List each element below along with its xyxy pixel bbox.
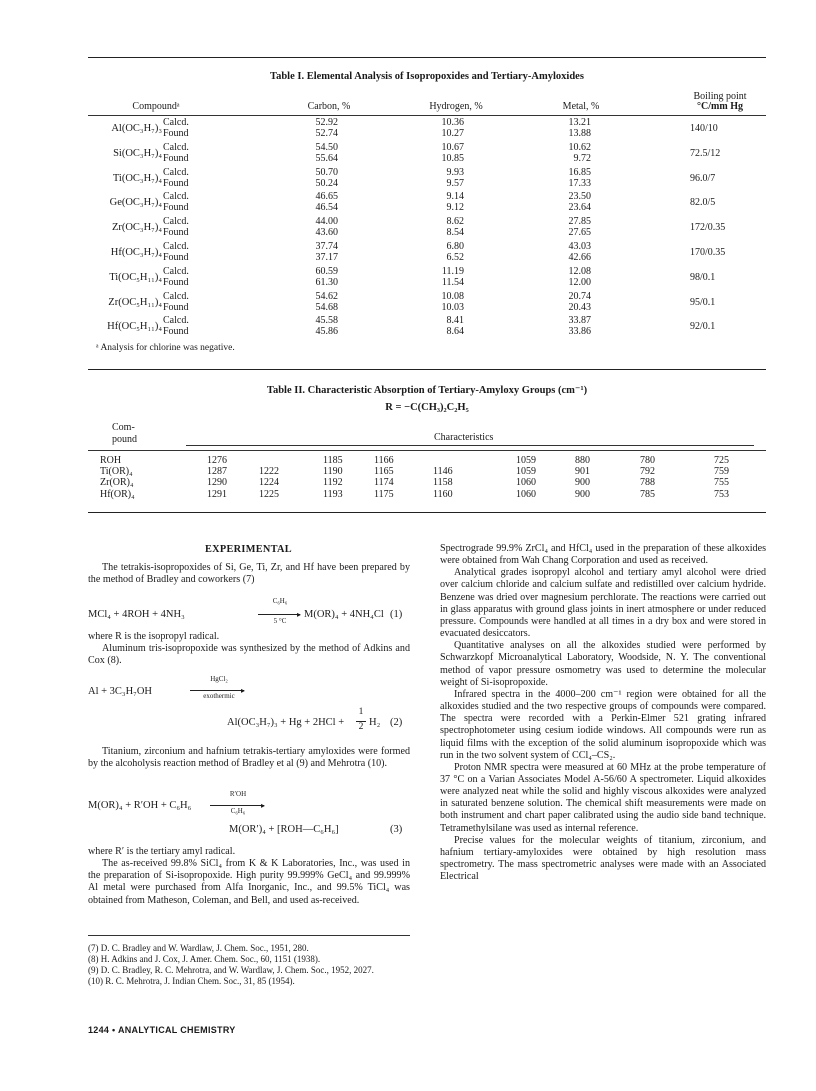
table1-metal-calcd: 16.85 bbox=[568, 166, 591, 178]
table1-boiling-point: 82.0/5 bbox=[690, 197, 716, 209]
table1-metal-calcd: 33.87 bbox=[568, 315, 591, 327]
table1-hydrogen-calcd: 10.08 bbox=[441, 290, 464, 302]
table1-head-bp1: Boiling point bbox=[693, 91, 747, 102]
table1-found-label: Found bbox=[163, 326, 189, 338]
table2-value: 1165 bbox=[374, 466, 394, 478]
table1-hydrogen-calcd: 11.19 bbox=[441, 265, 464, 277]
table2-value: 1287 bbox=[207, 466, 227, 478]
table1-carbon-calcd: 54.50 bbox=[315, 141, 338, 153]
table1-found-label: Found bbox=[163, 202, 189, 214]
table1-compound: Ge(OC₃H₇)₄ bbox=[109, 197, 162, 209]
table1-compound: Hf(OC₃H₇)₄ bbox=[110, 247, 162, 258]
table2-compound: Ti(OR)₄ bbox=[100, 466, 133, 478]
table1-carbon-calcd: 37.74 bbox=[315, 241, 338, 252]
table1-metal-calcd: 12.08 bbox=[568, 265, 591, 277]
table1-carbon-found: 61.30 bbox=[315, 276, 338, 288]
table1-found-label: Found bbox=[163, 252, 189, 263]
references bbox=[88, 943, 410, 987]
right-p5: Proton NMR spectra were measured at 60 MHz at the probe temperature of 37 °C on a Varian Associates Model A-56/60 A spectrometer. Liquid alkoxides were analyzed neat while the solid and highly viscous alkoxides were analyzed in saturated benzene solution. The chemical shift measurements were made on both instrument and chart paper calibrated using the audio side band technique. Tetramethylsilane was used as internal reference. bbox=[440, 761, 766, 834]
left-p1: The tetrakis-isopropoxides of Si, Ge, Ti, Zr, and Hf have been prepared by the method of Bradley and coworkers (7) bbox=[88, 562, 410, 586]
table1-hydrogen-calcd: 6.80 bbox=[446, 241, 464, 252]
table2-caption: Table II. Characteristic Absorption of Tertiary-Amyloxy Groups (cm⁻¹) bbox=[266, 385, 588, 396]
table1-carbon-found: 55.64 bbox=[315, 152, 338, 164]
table1-caption: Table I. Elemental Analysis of Isopropoxides and Tertiary-Amyloxides bbox=[270, 71, 584, 82]
table1-calcd-label: Calcd. bbox=[163, 166, 189, 178]
table1-hydrogen-found: 8.54 bbox=[446, 227, 464, 239]
mid-rule bbox=[88, 369, 766, 370]
table1-metal-calcd: 13.21 bbox=[568, 117, 591, 128]
experimental-heading: EXPERIMENTAL bbox=[205, 544, 292, 555]
equation-1-below: 5 °C bbox=[273, 617, 287, 625]
table1-calcd-label: Calcd. bbox=[163, 265, 189, 277]
table2-value: 780 bbox=[640, 455, 655, 466]
table2-value: 1060 bbox=[516, 477, 536, 489]
table1-hydrogen-calcd: 10.67 bbox=[441, 141, 464, 153]
table1-metal-found: 33.86 bbox=[568, 326, 591, 338]
left-para-1 bbox=[88, 562, 410, 586]
left-p6: The as-received 99.8% SiCl₄ from K & K Laboratories, Inc., was used in the preparation of Si-isopropoxide. High purity 99.999% GeCl₄ and 99.999% Al metal were purchased from Alfa Inorganic, Inc., and 99.5% TiCl₄ was obtained from Matheson, Coleman, and Bell, and used as-received. bbox=[88, 858, 410, 906]
table1-head-carbon: Carbon, % bbox=[307, 101, 351, 112]
table2-value: 755 bbox=[714, 477, 729, 489]
table2-value: 1059 bbox=[516, 466, 536, 478]
table2-value: 725 bbox=[714, 455, 729, 466]
table2-value: 753 bbox=[714, 488, 729, 500]
equation-2-frac-den: 2 bbox=[358, 722, 364, 732]
table1-head-compound: Compoundᵃ bbox=[132, 101, 180, 112]
top-rule bbox=[88, 57, 766, 58]
table1-compound: Ti(OC₅H₁₁)₄ bbox=[109, 271, 162, 283]
reference-8: (8) H. Adkins and J. Cox, J. Amer. Chem. Soc., 60, 1151 (1938). bbox=[88, 954, 321, 964]
table1-boiling-point: 72.5/12 bbox=[690, 147, 721, 159]
table1-compound: Zr(OC₅H₁₁)₄ bbox=[108, 296, 162, 308]
table2-value: 792 bbox=[640, 466, 655, 478]
table1-carbon-calcd: 50.70 bbox=[315, 166, 338, 178]
table1-head-bp2: °C/mm Hg bbox=[697, 101, 743, 112]
table1-hydrogen-found: 8.64 bbox=[446, 326, 464, 338]
table1-calcd-label: Calcd. bbox=[163, 290, 189, 302]
table2-head-rule bbox=[88, 450, 766, 451]
table1-boiling-point: 170/0.35 bbox=[690, 247, 726, 258]
equation-3-above: R′OH bbox=[229, 790, 247, 798]
table1-metal-found: 42.66 bbox=[568, 252, 591, 263]
table1-metal-found: 12.00 bbox=[568, 276, 591, 288]
table1-head-hydrogen: Hydrogen, % bbox=[429, 101, 483, 112]
references-rule bbox=[88, 935, 410, 936]
table1-hydrogen-found: 10.85 bbox=[441, 152, 464, 164]
table1-carbon-found: 43.60 bbox=[315, 227, 338, 239]
table2-compound: Hf(OR)₄ bbox=[100, 488, 135, 500]
arrowhead-icon: ▸ bbox=[297, 610, 302, 619]
table1-hydrogen-found: 9.57 bbox=[446, 177, 464, 189]
table2-value: 785 bbox=[640, 488, 655, 500]
table2-value: 1225 bbox=[259, 488, 279, 500]
table1-hydrogen-found: 6.52 bbox=[446, 252, 464, 263]
table1-found-label: Found bbox=[163, 177, 189, 189]
table1-metal-calcd: 23.50 bbox=[568, 191, 591, 203]
table1-calcd-label: Calcd. bbox=[163, 241, 189, 252]
table1-carbon-calcd: 52.92 bbox=[315, 117, 338, 128]
table1-boiling-point: 92/0.1 bbox=[690, 321, 716, 333]
right-p4: Infrared spectra in the 4000–200 cm⁻¹ region were obtained for all the alkoxides studied and the two respective groups of compounds were compared. The spectra were recorded with a Perkin-Elmer 521 grating infrared spectrophotometer using cesium iodide windows. All compounds were run as liquid films with the exception of the solid aluminum isopropoxide which was run in the two solvent system of CCl₄–CS₂. bbox=[440, 688, 766, 761]
table2-value: 1190 bbox=[323, 466, 343, 478]
table1-metal-calcd: 43.03 bbox=[568, 241, 591, 252]
table2-value: 1060 bbox=[516, 488, 536, 500]
table2-value: 1160 bbox=[433, 488, 453, 500]
equation-2-below: exothermic bbox=[203, 692, 235, 700]
equation-3-arrow bbox=[210, 805, 264, 806]
left-para-2 bbox=[88, 631, 410, 667]
table2-value: 1175 bbox=[374, 488, 394, 500]
table1-carbon-calcd: 54.62 bbox=[315, 290, 338, 302]
equation-2-frac-num: 1 bbox=[358, 707, 364, 717]
table2-value: 1059 bbox=[516, 455, 536, 466]
table1-hydrogen-found: 10.27 bbox=[441, 128, 464, 139]
equation-3-below: C₆H₆ bbox=[230, 807, 246, 815]
right-column bbox=[440, 543, 766, 883]
table1-metal-found: 9.72 bbox=[573, 152, 591, 164]
table1-calcd-label: Calcd. bbox=[163, 216, 189, 228]
table1-calcd-label: Calcd. bbox=[163, 141, 189, 153]
table2-value: 1192 bbox=[323, 477, 343, 489]
table1-boiling-point: 98/0.1 bbox=[690, 271, 716, 283]
table2-value: 1158 bbox=[433, 477, 453, 489]
left-p4: Titanium, zirconium and hafnium tetrakis-tertiary amyloxides were formed by the alcoholysis reaction method of Bradley et al (9) and Mehrotra (10). bbox=[88, 746, 410, 770]
table1-metal-calcd: 10.62 bbox=[568, 141, 591, 153]
table1-hydrogen-calcd: 8.41 bbox=[446, 315, 464, 327]
table1-metal-found: 23.64 bbox=[568, 202, 591, 214]
table1-boiling-point: 172/0.35 bbox=[690, 222, 726, 234]
equation-3-lhs: M(OR)₄ + R′OH + C₆H₆ bbox=[88, 800, 192, 811]
left-para-4 bbox=[88, 846, 410, 907]
arrowhead-icon: ▸ bbox=[261, 801, 266, 810]
right-p2: Analytical grades isopropyl alcohol and tertiary amyl alcohol were dried over calcium chloride and calcium sulfate and redistilled over calcium hydride. Benzene was dried over magnesium perchlorate. The reactions were carried out in glass apparatus with ground glass joints in inert atmosphere or under reduced pressure. Compounds were handled at all times in a dry box and were stored in evacuated desiccators. bbox=[440, 567, 766, 640]
table2-value: 1166 bbox=[374, 455, 394, 466]
left-p3: Aluminum tris-isopropoxide was synthesized by the method of Adkins and Cox (8). bbox=[88, 643, 410, 667]
table1-hydrogen-found: 9.12 bbox=[446, 202, 464, 214]
right-p1: Spectrograde 99.9% ZrCl₄ and HfCl₄ used in the preparation of these alkoxides were obtained from Wah Chang Corporation and used as received. bbox=[440, 543, 766, 567]
table1-hydrogen-calcd: 9.93 bbox=[446, 166, 464, 178]
table2-value: 1291 bbox=[207, 488, 227, 500]
table1-calcd-label: Calcd. bbox=[163, 117, 189, 128]
table1-carbon-found: 37.17 bbox=[315, 252, 338, 263]
table1-carbon-calcd: 45.58 bbox=[315, 315, 338, 327]
reference-9: (9) D. C. Bradley, R. C. Mehrotra, and W. Wardlaw, J. Chem. Soc., 1952, 2027. bbox=[88, 965, 374, 975]
equation-2-arrow bbox=[190, 690, 244, 691]
table1-head-metal: Metal, % bbox=[562, 101, 600, 112]
table2-head-characteristics: Characteristics bbox=[434, 432, 494, 443]
table2-value: 900 bbox=[575, 477, 590, 489]
page-footer: 1244 • ANALYTICAL CHEMISTRY bbox=[88, 1025, 236, 1035]
table1-compound: Hf(OC₅H₁₁)₄ bbox=[107, 321, 162, 333]
table2-value: 1290 bbox=[207, 477, 227, 489]
table1-hydrogen-calcd: 9.14 bbox=[446, 191, 464, 203]
table1-found-label: Found bbox=[163, 128, 189, 139]
table2-compound: ROH bbox=[100, 455, 122, 466]
equation-3-rhs: M(OR′)₄ + [ROH—C₆H₆] bbox=[229, 824, 339, 835]
table1-carbon-found: 50.24 bbox=[315, 177, 338, 189]
table1-metal-calcd: 27.85 bbox=[568, 216, 591, 228]
table2-head-compound-1: Com- bbox=[112, 422, 135, 433]
table1-carbon-calcd: 46.65 bbox=[315, 191, 338, 203]
table1-calcd-label: Calcd. bbox=[163, 315, 189, 327]
equation-1-above: C₆H₆ bbox=[272, 597, 288, 605]
table2-value: 1174 bbox=[374, 477, 394, 489]
equation-1-arrow bbox=[258, 614, 300, 615]
table2-value: 1185 bbox=[323, 455, 343, 466]
right-p6: Precise values for the molecular weights of titanium, zirconium, and hafnium tertiary-amyloxides were obtained by high resolution mass spectrometry. The mass spectrometric analyses were made with an Associated Electrical bbox=[440, 834, 766, 883]
reference-7: (7) D. C. Bradley and W. Wardlaw, J. Chem. Soc., 1951, 280. bbox=[88, 943, 309, 953]
table1-hydrogen-calcd: 10.36 bbox=[441, 117, 464, 128]
table2-value: 901 bbox=[575, 466, 590, 478]
table1-compound: Al(OC₃H₇)₃ bbox=[111, 123, 162, 134]
table1-carbon-calcd: 44.00 bbox=[315, 216, 338, 228]
table1-carbon-found: 52.74 bbox=[315, 128, 338, 139]
table1-compound: Si(OC₃H₇)₄ bbox=[113, 147, 162, 159]
table1-metal-found: 13.88 bbox=[568, 128, 591, 139]
table1-carbon-found: 45.86 bbox=[315, 326, 338, 338]
equation-2-lhs: Al + 3C₃H₇OH bbox=[88, 686, 152, 697]
equation-1-lhs: MCl₄ + 4ROH + 4NH₃ bbox=[88, 609, 185, 620]
table2-char-rule bbox=[186, 445, 754, 446]
table1-compound: Ti(OC₃H₇)₄ bbox=[112, 172, 162, 184]
equation-1-number: (1) bbox=[390, 609, 403, 620]
table1-found-label: Found bbox=[163, 152, 189, 164]
table1-calcd-label: Calcd. bbox=[163, 191, 189, 203]
left-p5: where R′ is the tertiary amyl radical. bbox=[88, 846, 236, 857]
table1-carbon-calcd: 60.59 bbox=[315, 265, 338, 277]
table2-head-compound-2: pound bbox=[112, 434, 137, 445]
table1-metal-found: 20.43 bbox=[568, 301, 591, 313]
table2-bottom-rule bbox=[88, 512, 766, 513]
table1-hydrogen-found: 11.54 bbox=[441, 276, 464, 288]
equation-2-tail: H₂ bbox=[369, 717, 381, 728]
table1-found-label: Found bbox=[163, 301, 189, 313]
table1-carbon-found: 46.54 bbox=[315, 202, 338, 214]
left-para-3 bbox=[88, 746, 410, 770]
table2-formula: R = −C(CH₃)₂C₂H₅ bbox=[385, 402, 469, 413]
table1-boiling-point: 140/10 bbox=[690, 123, 718, 134]
equation-3-number: (3) bbox=[390, 824, 403, 835]
table2-value: 1193 bbox=[323, 488, 343, 500]
table1-metal-found: 17.33 bbox=[568, 177, 591, 189]
table2-value: 788 bbox=[640, 477, 655, 489]
table1-metal-calcd: 20.74 bbox=[568, 290, 591, 302]
right-p3: Quantitative analyses on all the alkoxides studied were performed by Schwarzkopf Microanalytical Laboratory, Woodside, N. Y. The conventional method of vapor pressure osmometry was used to determine the molecular weight of Si-isopropoxide. bbox=[440, 640, 766, 688]
equation-2-rhs: Al(OC₃H₇)₃ + Hg + 2HCl + bbox=[227, 717, 345, 728]
reference-10: (10) R. C. Mehrotra, J. Indian Chem. Soc., 31, 85 (1954). bbox=[88, 976, 295, 986]
arrowhead-icon: ▸ bbox=[241, 686, 246, 695]
table2-value: 900 bbox=[575, 488, 590, 500]
table2-value: 1276 bbox=[207, 455, 227, 466]
table1-carbon-found: 54.68 bbox=[315, 301, 338, 313]
table2-value: 880 bbox=[575, 455, 590, 466]
table1-compound: Zr(OC₃H₇)₄ bbox=[111, 222, 162, 234]
table2-value: 759 bbox=[714, 466, 729, 478]
equation-2-number: (2) bbox=[390, 717, 403, 728]
table1-hydrogen-calcd: 8.62 bbox=[446, 216, 464, 228]
table1-found-label: Found bbox=[163, 227, 189, 239]
table2-compound: Zr(OR)₄ bbox=[100, 477, 134, 489]
equation-2-above: HgCl₂ bbox=[210, 675, 228, 683]
equation-1-rhs: M(OR)₄ + 4NH₄Cl bbox=[304, 609, 384, 620]
table2-value: 1222 bbox=[259, 466, 279, 478]
table1-boiling-point: 96.0/7 bbox=[690, 172, 716, 184]
table1-head-rule bbox=[88, 115, 766, 116]
left-p2: where R is the isopropyl radical. bbox=[88, 631, 220, 642]
table1-hydrogen-found: 10.03 bbox=[441, 301, 464, 313]
table1-found-label: Found bbox=[163, 276, 189, 288]
table2-value: 1224 bbox=[259, 477, 279, 489]
table1-metal-found: 27.65 bbox=[568, 227, 591, 239]
table1-boiling-point: 95/0.1 bbox=[690, 296, 716, 308]
table1-footnote: ᵃ Analysis for chlorine was negative. bbox=[96, 343, 235, 353]
table2-value: 1146 bbox=[433, 466, 453, 478]
